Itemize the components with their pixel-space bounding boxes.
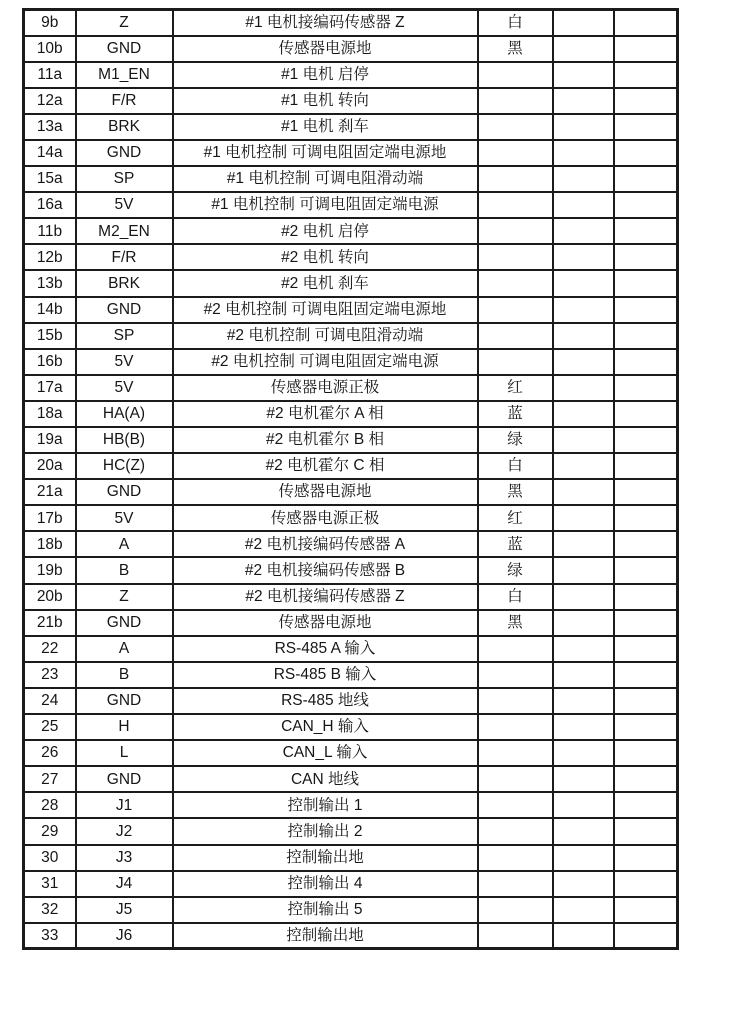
pin-cell: 26 [24, 740, 76, 766]
description-cell: 控制输出地 [173, 923, 478, 949]
wire-color-cell [478, 871, 553, 897]
description-cell: #2 电机霍尔 B 相 [173, 427, 478, 453]
wire-color-cell [478, 897, 553, 923]
signal-cell: F/R [76, 244, 173, 270]
description-cell: #1 电机控制 可调电阻固定端电源 [173, 192, 478, 218]
description-cell: #2 电机接编码传感器 A [173, 531, 478, 557]
table-row [24, 766, 678, 792]
empty-cell-2 [614, 557, 678, 583]
signal-cell: A [76, 531, 173, 557]
empty-cell-2 [614, 584, 678, 610]
description-cell: 传感器电源地 [173, 36, 478, 62]
empty-cell-2 [614, 818, 678, 844]
empty-cell-1 [553, 244, 614, 270]
signal-cell: B [76, 662, 173, 688]
signal-cell: 5V [76, 349, 173, 375]
table-row [24, 10, 678, 36]
empty-cell-2 [614, 427, 678, 453]
pin-cell: 29 [24, 818, 76, 844]
empty-cell-2 [614, 505, 678, 531]
description-cell: 控制输出 1 [173, 792, 478, 818]
description-cell: #2 电机 启停 [173, 218, 478, 244]
pin-cell: 15a [24, 166, 76, 192]
signal-cell: F/R [76, 88, 173, 114]
empty-cell-1 [553, 845, 614, 871]
empty-cell-1 [553, 531, 614, 557]
pin-cell: 27 [24, 766, 76, 792]
pin-cell: 16b [24, 349, 76, 375]
empty-cell-1 [553, 88, 614, 114]
wire-color-cell [478, 923, 553, 949]
empty-cell-2 [614, 740, 678, 766]
pin-cell: 32 [24, 897, 76, 923]
wire-color-cell [478, 140, 553, 166]
table-row [24, 792, 678, 818]
pin-cell: 17b [24, 505, 76, 531]
wire-color-cell [478, 636, 553, 662]
table-row [24, 140, 678, 166]
signal-cell: J4 [76, 871, 173, 897]
pin-cell: 11a [24, 62, 76, 88]
description-cell: CAN 地线 [173, 766, 478, 792]
empty-cell-2 [614, 610, 678, 636]
pin-cell: 23 [24, 662, 76, 688]
signal-cell: BRK [76, 270, 173, 296]
empty-cell-2 [614, 531, 678, 557]
signal-cell: Z [76, 10, 173, 36]
empty-cell-1 [553, 740, 614, 766]
pin-table-body [24, 10, 678, 949]
signal-cell: HC(Z) [76, 453, 173, 479]
pin-cell: 19b [24, 557, 76, 583]
signal-cell: A [76, 636, 173, 662]
empty-cell-2 [614, 10, 678, 36]
pin-cell: 24 [24, 688, 76, 714]
empty-cell-2 [614, 923, 678, 949]
empty-cell-1 [553, 871, 614, 897]
description-cell: #1 电机控制 可调电阻滑动端 [173, 166, 478, 192]
pin-cell: 9b [24, 10, 76, 36]
signal-cell: GND [76, 766, 173, 792]
pin-cell: 14b [24, 297, 76, 323]
empty-cell-1 [553, 897, 614, 923]
empty-cell-1 [553, 62, 614, 88]
table-row [24, 923, 678, 949]
description-cell: 传感器电源正极 [173, 505, 478, 531]
empty-cell-1 [553, 584, 614, 610]
wire-color-cell: 白 [478, 584, 553, 610]
signal-cell: J6 [76, 923, 173, 949]
empty-cell-2 [614, 349, 678, 375]
table-row [24, 662, 678, 688]
wire-color-cell: 绿 [478, 557, 553, 583]
table-row [24, 479, 678, 505]
table-row [24, 427, 678, 453]
description-cell: #2 电机控制 可调电阻固定端电源 [173, 349, 478, 375]
empty-cell-2 [614, 792, 678, 818]
description-cell: RS-485 地线 [173, 688, 478, 714]
empty-cell-1 [553, 349, 614, 375]
wire-color-cell: 蓝 [478, 531, 553, 557]
signal-cell: 5V [76, 375, 173, 401]
signal-cell: GND [76, 688, 173, 714]
signal-cell: GND [76, 36, 173, 62]
empty-cell-2 [614, 897, 678, 923]
signal-cell: HB(B) [76, 427, 173, 453]
table-row [24, 636, 678, 662]
empty-cell-1 [553, 323, 614, 349]
signal-cell: 5V [76, 505, 173, 531]
pin-cell: 13a [24, 114, 76, 140]
wire-color-cell [478, 714, 553, 740]
description-cell: #1 电机接编码传感器 Z [173, 10, 478, 36]
wire-color-cell [478, 792, 553, 818]
table-row [24, 610, 678, 636]
wire-color-cell [478, 244, 553, 270]
table-row [24, 349, 678, 375]
pin-cell: 16a [24, 192, 76, 218]
pin-assignment-table [22, 8, 679, 950]
wire-color-cell [478, 114, 553, 140]
empty-cell-2 [614, 166, 678, 192]
table-row [24, 531, 678, 557]
empty-cell-2 [614, 375, 678, 401]
pin-cell: 10b [24, 36, 76, 62]
empty-cell-1 [553, 557, 614, 583]
description-cell: #2 电机控制 可调电阻固定端电源地 [173, 297, 478, 323]
description-cell: 传感器电源地 [173, 479, 478, 505]
empty-cell-1 [553, 818, 614, 844]
signal-cell: HA(A) [76, 401, 173, 427]
description-cell: #2 电机 转向 [173, 244, 478, 270]
pin-cell: 28 [24, 792, 76, 818]
empty-cell-1 [553, 218, 614, 244]
empty-cell-1 [553, 505, 614, 531]
wire-color-cell [478, 740, 553, 766]
empty-cell-2 [614, 714, 678, 740]
wire-color-cell [478, 62, 553, 88]
empty-cell-2 [614, 479, 678, 505]
signal-cell: J3 [76, 845, 173, 871]
description-cell: 控制输出地 [173, 845, 478, 871]
pin-cell: 21a [24, 479, 76, 505]
wire-color-cell: 红 [478, 375, 553, 401]
table-row [24, 818, 678, 844]
empty-cell-2 [614, 323, 678, 349]
empty-cell-2 [614, 218, 678, 244]
empty-cell-2 [614, 244, 678, 270]
wire-color-cell [478, 218, 553, 244]
table-row [24, 297, 678, 323]
wire-color-cell: 黑 [478, 479, 553, 505]
table-row [24, 244, 678, 270]
empty-cell-2 [614, 62, 678, 88]
description-cell: #1 电机 启停 [173, 62, 478, 88]
pin-cell: 30 [24, 845, 76, 871]
table-row [24, 192, 678, 218]
empty-cell-1 [553, 479, 614, 505]
description-cell: 传感器电源正极 [173, 375, 478, 401]
empty-cell-1 [553, 688, 614, 714]
description-cell: #1 电机 转向 [173, 88, 478, 114]
signal-cell: B [76, 557, 173, 583]
signal-cell: GND [76, 479, 173, 505]
empty-cell-1 [553, 166, 614, 192]
empty-cell-2 [614, 36, 678, 62]
pin-cell: 25 [24, 714, 76, 740]
pin-cell: 12a [24, 88, 76, 114]
empty-cell-1 [553, 10, 614, 36]
table-row [24, 584, 678, 610]
signal-cell: SP [76, 166, 173, 192]
empty-cell-2 [614, 114, 678, 140]
description-cell: #2 电机霍尔 A 相 [173, 401, 478, 427]
table-row [24, 62, 678, 88]
description-cell: #2 电机控制 可调电阻滑动端 [173, 323, 478, 349]
wire-color-cell: 红 [478, 505, 553, 531]
description-cell: RS-485 B 输入 [173, 662, 478, 688]
pin-cell: 20a [24, 453, 76, 479]
signal-cell: J5 [76, 897, 173, 923]
description-cell: #2 电机接编码传感器 Z [173, 584, 478, 610]
signal-cell: L [76, 740, 173, 766]
pin-cell: 22 [24, 636, 76, 662]
table-row [24, 166, 678, 192]
pin-cell: 17a [24, 375, 76, 401]
signal-cell: GND [76, 610, 173, 636]
wire-color-cell [478, 88, 553, 114]
pin-cell: 31 [24, 871, 76, 897]
empty-cell-2 [614, 662, 678, 688]
empty-cell-1 [553, 427, 614, 453]
empty-cell-1 [553, 636, 614, 662]
description-cell: RS-485 A 输入 [173, 636, 478, 662]
empty-cell-2 [614, 845, 678, 871]
wire-color-cell [478, 662, 553, 688]
table-row [24, 871, 678, 897]
table-row [24, 36, 678, 62]
wire-color-cell [478, 688, 553, 714]
wire-color-cell: 蓝 [478, 401, 553, 427]
table-row [24, 375, 678, 401]
signal-cell: M1_EN [76, 62, 173, 88]
table-row [24, 453, 678, 479]
wire-color-cell [478, 845, 553, 871]
empty-cell-1 [553, 714, 614, 740]
empty-cell-2 [614, 270, 678, 296]
table-row [24, 845, 678, 871]
empty-cell-1 [553, 766, 614, 792]
table-row [24, 688, 678, 714]
empty-cell-1 [553, 792, 614, 818]
pin-cell: 21b [24, 610, 76, 636]
empty-cell-1 [553, 610, 614, 636]
signal-cell: GND [76, 140, 173, 166]
wire-color-cell: 绿 [478, 427, 553, 453]
pin-cell: 18b [24, 531, 76, 557]
pin-cell: 15b [24, 323, 76, 349]
wire-color-cell [478, 766, 553, 792]
signal-cell: BRK [76, 114, 173, 140]
empty-cell-1 [553, 114, 614, 140]
description-cell: CAN_L 输入 [173, 740, 478, 766]
wire-color-cell: 白 [478, 10, 553, 36]
description-cell: 控制输出 5 [173, 897, 478, 923]
table-row [24, 557, 678, 583]
table-row [24, 897, 678, 923]
description-cell: #2 电机接编码传感器 B [173, 557, 478, 583]
empty-cell-2 [614, 140, 678, 166]
empty-cell-2 [614, 453, 678, 479]
empty-cell-1 [553, 297, 614, 323]
table-row [24, 401, 678, 427]
wire-color-cell: 黑 [478, 36, 553, 62]
wire-color-cell [478, 166, 553, 192]
wire-color-cell [478, 192, 553, 218]
signal-cell: J1 [76, 792, 173, 818]
description-cell: CAN_H 输入 [173, 714, 478, 740]
signal-cell: H [76, 714, 173, 740]
empty-cell-1 [553, 662, 614, 688]
pin-cell: 14a [24, 140, 76, 166]
description-cell: 控制输出 4 [173, 871, 478, 897]
signal-cell: GND [76, 297, 173, 323]
empty-cell-2 [614, 636, 678, 662]
table-row [24, 270, 678, 296]
wire-color-cell: 黑 [478, 610, 553, 636]
description-cell: #2 电机 刹车 [173, 270, 478, 296]
empty-cell-2 [614, 192, 678, 218]
wire-color-cell [478, 349, 553, 375]
description-cell: 传感器电源地 [173, 610, 478, 636]
empty-cell-1 [553, 270, 614, 296]
table-row [24, 714, 678, 740]
pin-table [22, 8, 679, 950]
pin-cell: 12b [24, 244, 76, 270]
empty-cell-1 [553, 453, 614, 479]
pin-cell: 11b [24, 218, 76, 244]
signal-cell: Z [76, 584, 173, 610]
empty-cell-1 [553, 192, 614, 218]
table-row [24, 740, 678, 766]
empty-cell-2 [614, 401, 678, 427]
pin-cell: 19a [24, 427, 76, 453]
table-row [24, 218, 678, 244]
wire-color-cell: 白 [478, 453, 553, 479]
empty-cell-1 [553, 36, 614, 62]
pin-cell: 13b [24, 270, 76, 296]
description-cell: 控制输出 2 [173, 818, 478, 844]
empty-cell-1 [553, 140, 614, 166]
signal-cell: J2 [76, 818, 173, 844]
wire-color-cell [478, 323, 553, 349]
table-row [24, 114, 678, 140]
description-cell: #1 电机控制 可调电阻固定端电源地 [173, 140, 478, 166]
wire-color-cell [478, 270, 553, 296]
empty-cell-2 [614, 297, 678, 323]
wire-color-cell [478, 818, 553, 844]
description-cell: #2 电机霍尔 C 相 [173, 453, 478, 479]
empty-cell-2 [614, 688, 678, 714]
empty-cell-2 [614, 766, 678, 792]
empty-cell-1 [553, 375, 614, 401]
pin-cell: 18a [24, 401, 76, 427]
empty-cell-1 [553, 923, 614, 949]
empty-cell-2 [614, 871, 678, 897]
pin-cell: 20b [24, 584, 76, 610]
table-row [24, 88, 678, 114]
empty-cell-2 [614, 88, 678, 114]
signal-cell: SP [76, 323, 173, 349]
signal-cell: 5V [76, 192, 173, 218]
table-row [24, 505, 678, 531]
empty-cell-1 [553, 401, 614, 427]
table-row [24, 323, 678, 349]
wire-color-cell [478, 297, 553, 323]
signal-cell: M2_EN [76, 218, 173, 244]
description-cell: #1 电机 刹车 [173, 114, 478, 140]
pin-cell: 33 [24, 923, 76, 949]
